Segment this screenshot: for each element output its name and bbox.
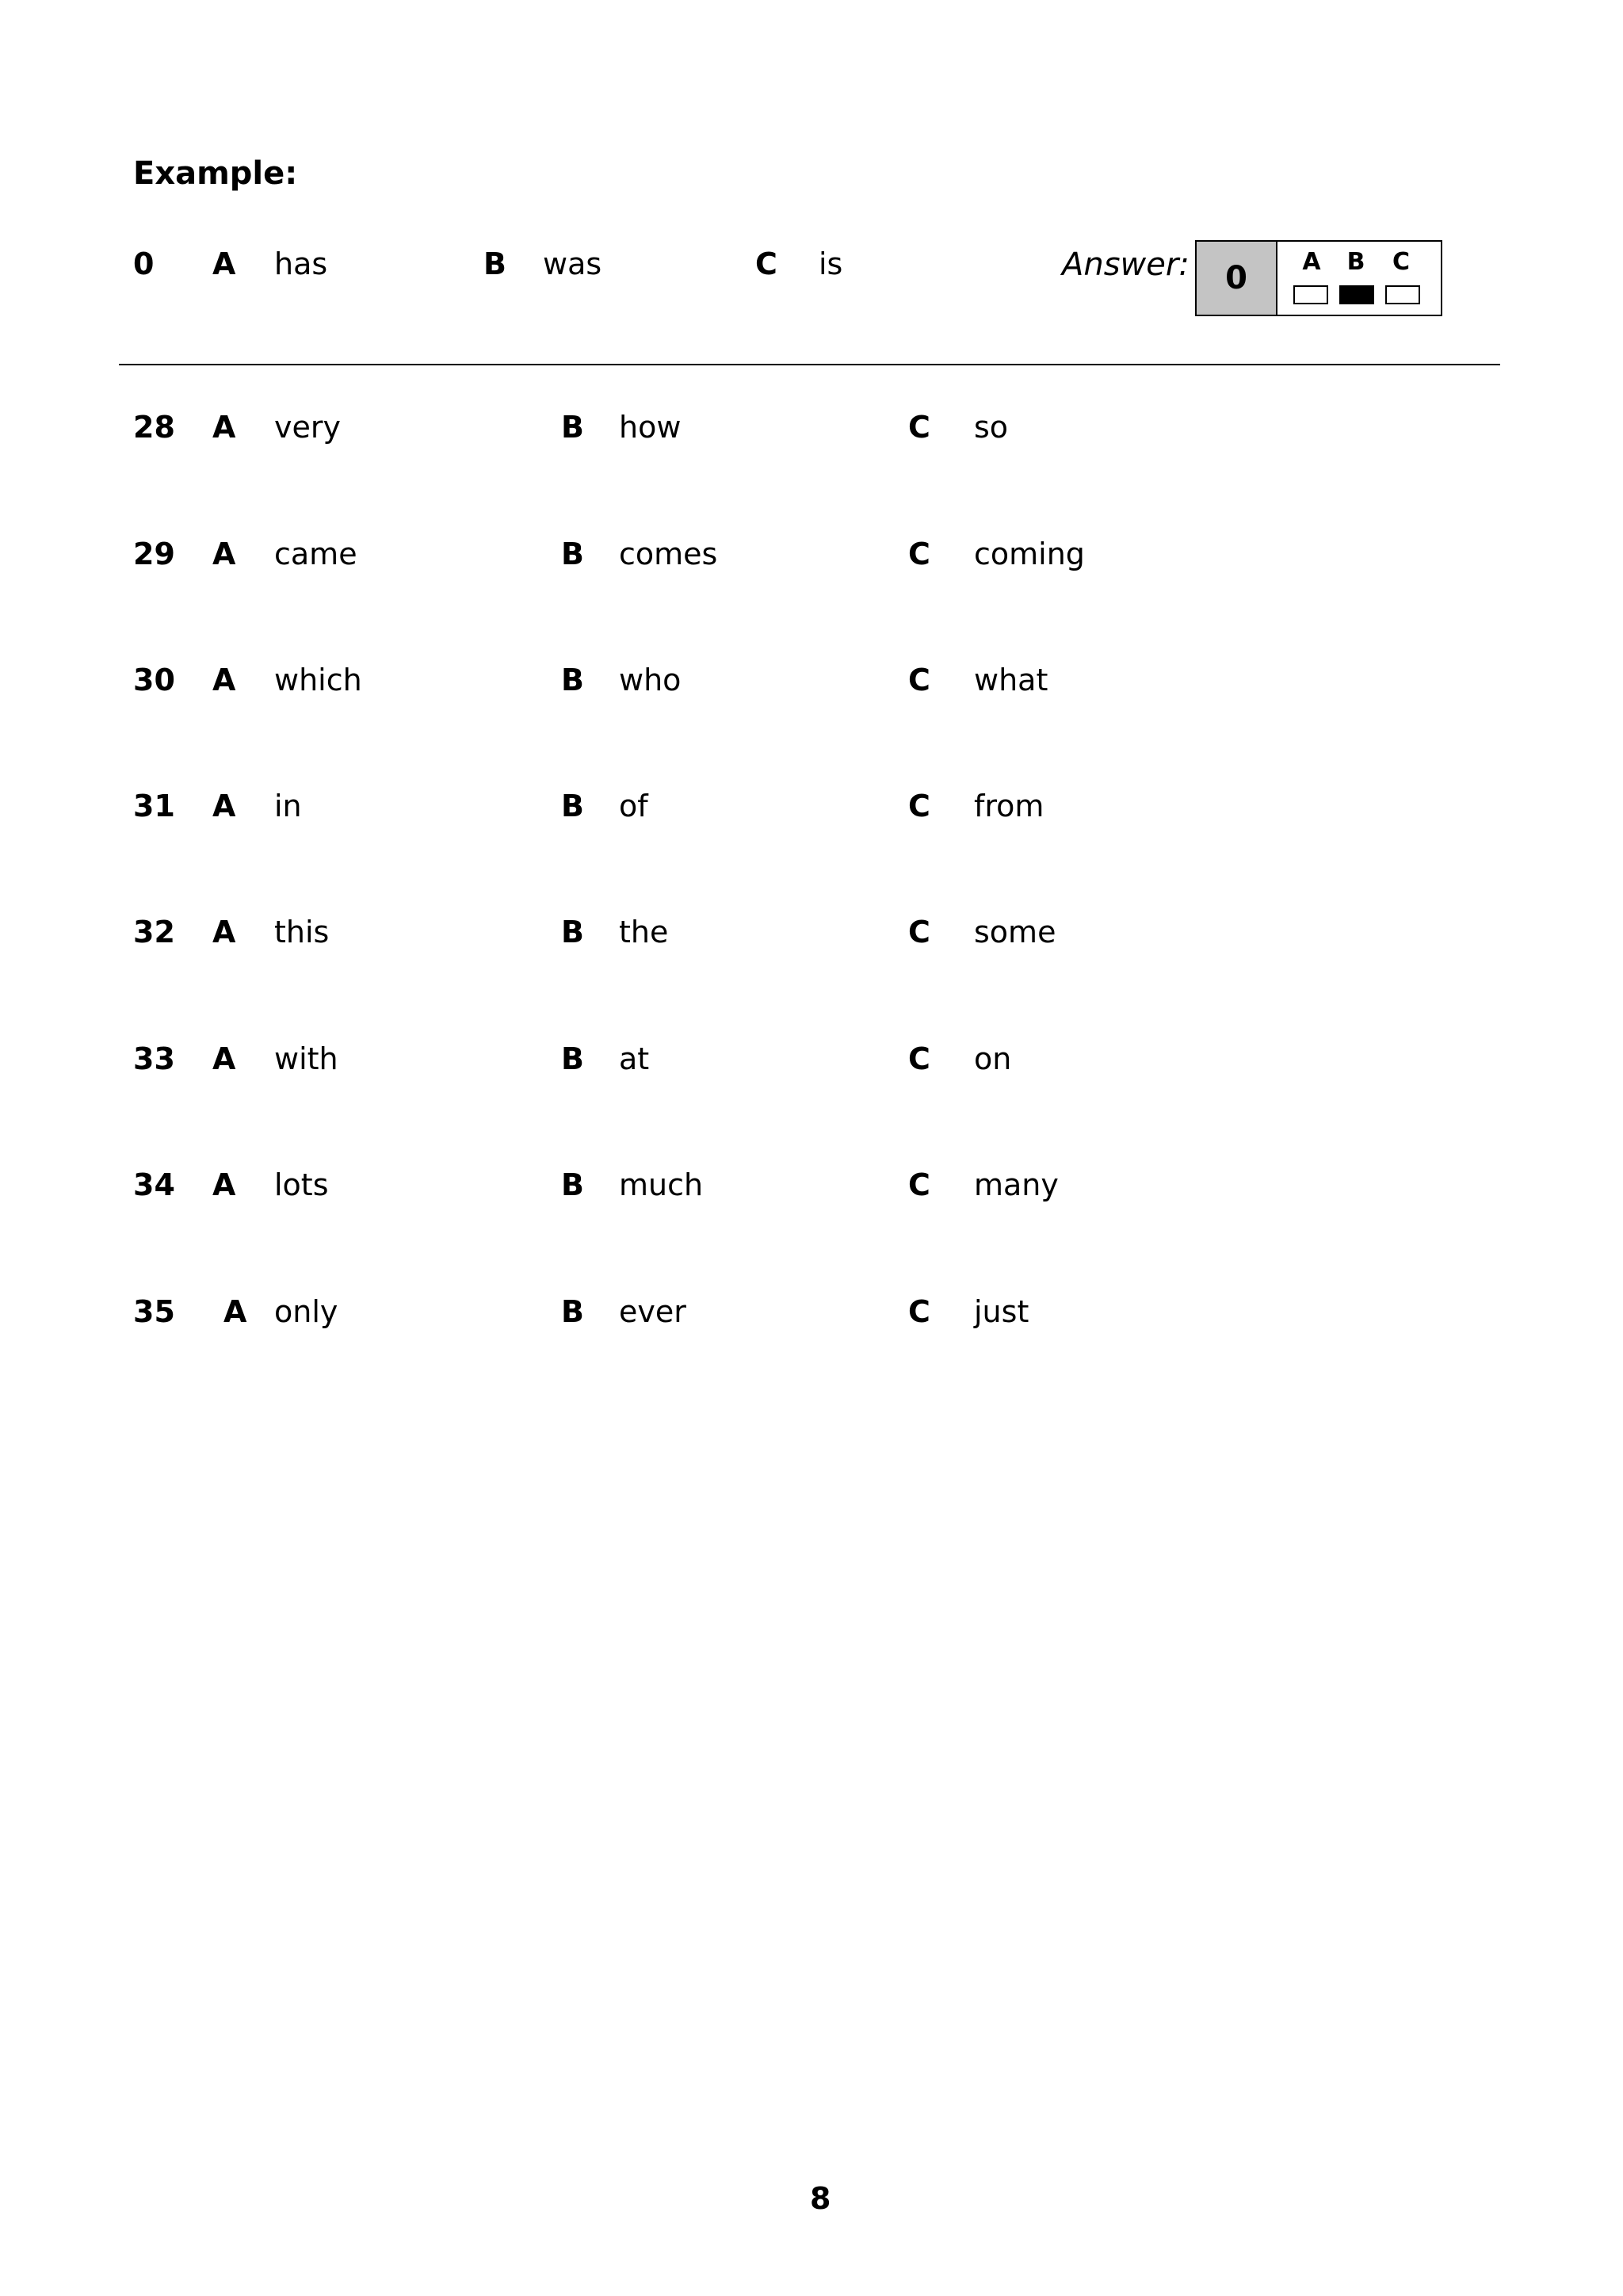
option-a-word: came [274, 537, 357, 571]
option-c-letter: C [908, 663, 930, 697]
option-b-word: ever [619, 1294, 686, 1329]
option-c-letter: C [908, 1294, 930, 1329]
question-row [0, 1294, 1623, 1342]
option-b-word: much [619, 1167, 704, 1202]
option-a-word: only [274, 1294, 338, 1329]
answer-box-number: 0 [1197, 242, 1277, 315]
example-option-c-word: is [819, 246, 843, 281]
answer-box-option-a [1293, 285, 1328, 304]
example-option-c-letter: C [755, 246, 777, 281]
option-a-letter: A [212, 915, 236, 949]
option-b-letter: B [561, 1294, 584, 1329]
option-b-word: comes [619, 537, 718, 571]
answer-label: Answer: [1062, 246, 1190, 283]
question-number: 32 [133, 915, 175, 949]
option-a-letter: A [212, 1167, 236, 1202]
option-c-word: some [974, 915, 1056, 949]
question-row [0, 663, 1623, 710]
option-a-letter: A [212, 663, 236, 697]
question-row [0, 789, 1623, 836]
option-a-letter: A [212, 1041, 236, 1076]
question-number: 29 [133, 537, 175, 571]
option-c-letter: C [908, 537, 930, 571]
option-c-word: many [974, 1167, 1059, 1202]
question-number: 34 [133, 1167, 175, 1202]
option-a-word: with [274, 1041, 338, 1076]
option-b-letter: B [561, 663, 584, 697]
option-a-word: which [274, 663, 362, 697]
option-c-word: just [974, 1294, 1029, 1329]
option-b-letter: B [561, 1041, 584, 1076]
question-row [0, 915, 1623, 962]
option-c-word: from [974, 789, 1044, 823]
answer-box [1195, 240, 1442, 316]
answer-box-letter-c: C [1392, 248, 1411, 276]
page-number: 8 [810, 2181, 831, 2216]
option-c-word: so [974, 410, 1009, 445]
option-b-letter: B [561, 1167, 584, 1202]
example-option-b-letter: B [483, 246, 506, 281]
option-a-word: this [274, 915, 330, 949]
answer-box-option-b [1339, 285, 1374, 304]
example-option-a-letter: A [212, 246, 236, 281]
option-a-letter: A [212, 537, 236, 571]
option-b-word: of [619, 789, 648, 823]
option-c-word: on [974, 1041, 1012, 1076]
option-b-letter: B [561, 537, 584, 571]
option-c-letter: C [908, 915, 930, 949]
option-c-letter: C [908, 1041, 930, 1076]
section-divider [119, 364, 1500, 365]
question-number: 28 [133, 410, 175, 445]
option-c-word: what [974, 663, 1048, 697]
question-row [0, 537, 1623, 584]
option-c-word: coming [974, 537, 1085, 571]
option-b-letter: B [561, 410, 584, 445]
question-number: 35 [133, 1294, 175, 1329]
option-a-word: very [274, 410, 341, 445]
answer-box-letter-b: B [1346, 248, 1365, 276]
answer-box-letter-a: A [1302, 248, 1321, 276]
option-b-letter: B [561, 789, 584, 823]
option-b-word: at [619, 1041, 650, 1076]
question-number: 30 [133, 663, 175, 697]
option-a-letter: A [212, 789, 236, 823]
option-b-letter: B [561, 915, 584, 949]
example-heading: Example: [133, 155, 298, 192]
option-b-word: how [619, 410, 682, 445]
answer-box-option-c [1385, 285, 1420, 304]
option-a-word: lots [274, 1167, 329, 1202]
option-c-letter: C [908, 1167, 930, 1202]
option-a-word: in [274, 789, 302, 823]
question-row [0, 1167, 1623, 1215]
option-c-letter: C [908, 789, 930, 823]
example-option-a-word: has [274, 246, 328, 281]
question-row [0, 1041, 1623, 1089]
example-number: 0 [133, 246, 155, 281]
option-b-word: who [619, 663, 682, 697]
question-number: 33 [133, 1041, 175, 1076]
option-b-word: the [619, 915, 669, 949]
option-a-letter: A [223, 1294, 247, 1329]
option-a-letter: A [212, 410, 236, 445]
question-number: 31 [133, 789, 175, 823]
option-c-letter: C [908, 410, 930, 445]
question-row [0, 410, 1623, 457]
example-option-b-word: was [543, 246, 602, 281]
